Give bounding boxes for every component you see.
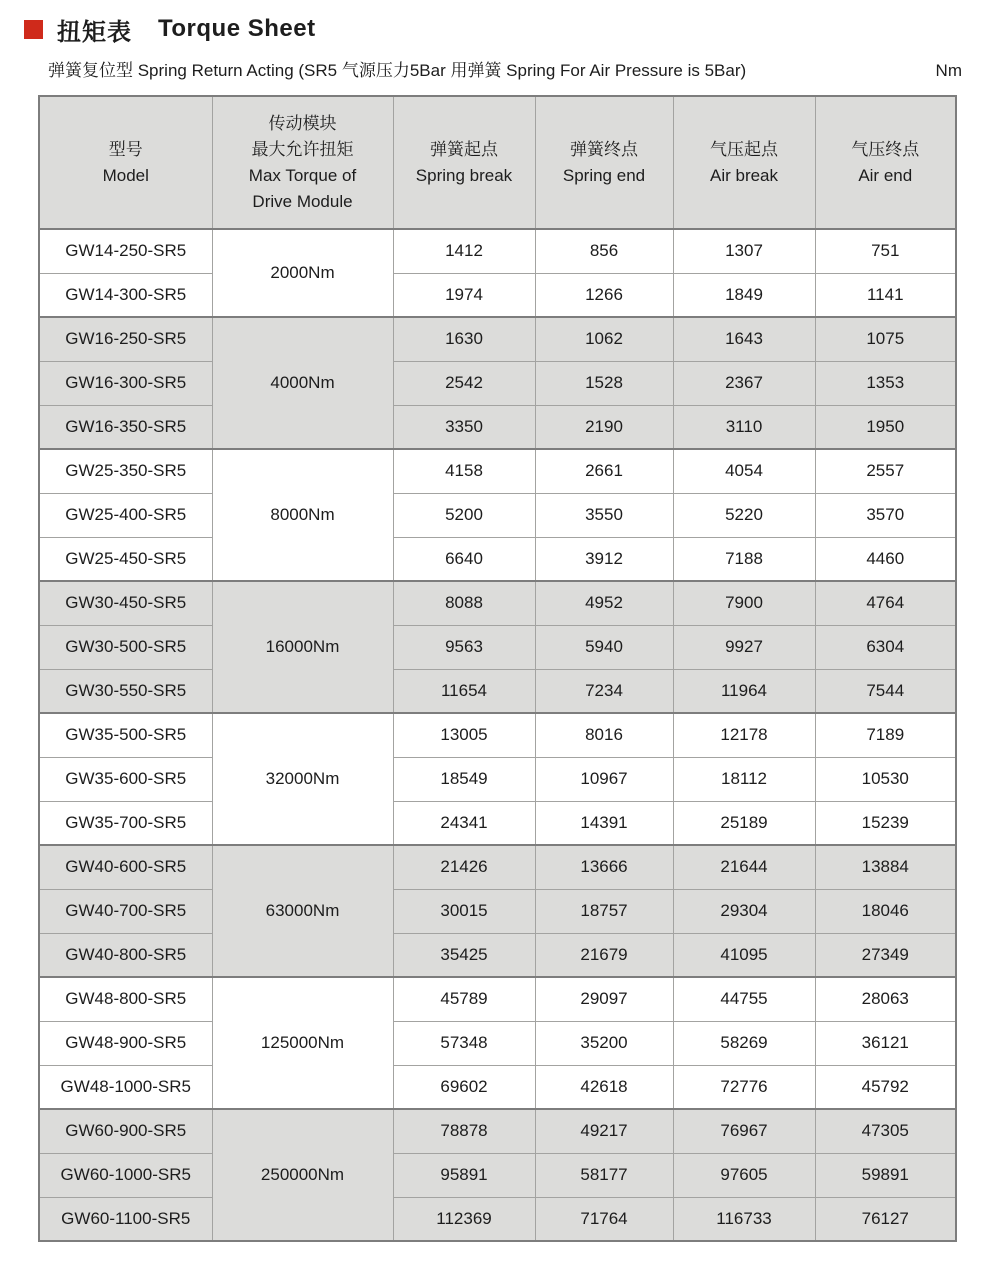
- col-header-max-torque: [212, 96, 393, 229]
- spring-break-cell: 24341: [393, 801, 535, 845]
- air-break-cell: 1643: [673, 317, 815, 361]
- table-row: [39, 537, 956, 581]
- air-break-cell: 58269: [673, 1021, 815, 1065]
- air-break-cell: 3110: [673, 405, 815, 449]
- table-row: [39, 581, 956, 625]
- air-end-cell: 13884: [815, 845, 956, 889]
- spring-break-cell: 13005: [393, 713, 535, 757]
- spring-end-cell: 8016: [535, 713, 673, 757]
- air-end-cell: 7544: [815, 669, 956, 713]
- model-cell: GW16-350-SR5: [39, 405, 212, 449]
- air-end-cell: 45792: [815, 1065, 956, 1109]
- air-end-cell: 18046: [815, 889, 956, 933]
- spring-end-cell: 1266: [535, 273, 673, 317]
- spring-break-cell: 6640: [393, 537, 535, 581]
- model-cell: GW60-1000-SR5: [39, 1153, 212, 1197]
- spring-end-cell: 5940: [535, 625, 673, 669]
- table-row: [39, 1153, 956, 1197]
- table-row: [39, 801, 956, 845]
- air-break-cell: 21644: [673, 845, 815, 889]
- table-row: [39, 229, 956, 273]
- air-break-cell: 97605: [673, 1153, 815, 1197]
- col-header-line: Air break: [709, 165, 779, 185]
- table-row: [39, 405, 956, 449]
- air-break-cell: 9927: [673, 625, 815, 669]
- model-cell: GW16-300-SR5: [39, 361, 212, 405]
- air-break-cell: 1849: [673, 273, 815, 317]
- air-break-cell: 29304: [673, 889, 815, 933]
- model-cell: GW48-900-SR5: [39, 1021, 212, 1065]
- model-cell: GW40-600-SR5: [39, 845, 212, 889]
- subtitle-row: [48, 56, 964, 81]
- table-row: [39, 273, 956, 317]
- col-header-line: Drive Module: [252, 191, 353, 211]
- air-break-cell: 7188: [673, 537, 815, 581]
- spring-break-cell: 8088: [393, 581, 535, 625]
- air-end-cell: 15239: [815, 801, 956, 845]
- col-header-line: Model: [102, 165, 149, 185]
- model-cell: GW14-300-SR5: [39, 273, 212, 317]
- model-cell: GW16-250-SR5: [39, 317, 212, 361]
- model-cell: GW30-550-SR5: [39, 669, 212, 713]
- spring-break-cell: 3350: [393, 405, 535, 449]
- model-cell: GW30-450-SR5: [39, 581, 212, 625]
- air-break-cell: 72776: [673, 1065, 815, 1109]
- model-cell: GW30-500-SR5: [39, 625, 212, 669]
- model-cell: GW35-700-SR5: [39, 801, 212, 845]
- spring-end-cell: 2661: [535, 449, 673, 493]
- model-cell: GW25-350-SR5: [39, 449, 212, 493]
- unit-label: Nm: [935, 61, 962, 80]
- spring-break-cell: 1630: [393, 317, 535, 361]
- model-cell: GW60-1100-SR5: [39, 1197, 212, 1241]
- col-header-air-end: [815, 96, 956, 229]
- table-row: [39, 1021, 956, 1065]
- model-cell: GW25-400-SR5: [39, 493, 212, 537]
- air-break-cell: 11964: [673, 669, 815, 713]
- spring-break-cell: 78878: [393, 1109, 535, 1153]
- page-header: [0, 0, 1000, 81]
- spring-end-cell: 14391: [535, 801, 673, 845]
- spring-end-cell: 49217: [535, 1109, 673, 1153]
- air-break-cell: 41095: [673, 933, 815, 977]
- air-end-cell: 2557: [815, 449, 956, 493]
- col-header-line: Spring break: [415, 165, 513, 185]
- spring-end-cell: 18757: [535, 889, 673, 933]
- spring-break-cell: 1974: [393, 273, 535, 317]
- table-row: [39, 713, 956, 757]
- air-break-cell: 4054: [673, 449, 815, 493]
- air-end-cell: 1353: [815, 361, 956, 405]
- air-end-cell: 10530: [815, 757, 956, 801]
- col-header-line: 弹簧起点: [430, 139, 498, 159]
- spring-break-cell: 30015: [393, 889, 535, 933]
- model-cell: GW35-600-SR5: [39, 757, 212, 801]
- col-header-line: 传动模块: [268, 113, 337, 133]
- col-header-spring-break: [393, 96, 535, 229]
- col-header-line: 弹簧终点: [570, 139, 638, 159]
- spring-end-cell: 42618: [535, 1065, 673, 1109]
- spring-end-cell: 71764: [535, 1197, 673, 1241]
- col-header-spring-end: [535, 96, 673, 229]
- table-row: [39, 977, 956, 1021]
- air-end-cell: 28063: [815, 977, 956, 1021]
- subtitle: 弹簧复位型 Spring Return Acting (SR5 气源压力5Bar 用弹簧 Spring For Air Pressure is 5Bar): [48, 61, 747, 80]
- max-torque-cell: 63000Nm: [212, 845, 393, 977]
- air-break-cell: 2367: [673, 361, 815, 405]
- max-torque-cell: 32000Nm: [212, 713, 393, 845]
- table-row: [39, 449, 956, 493]
- col-header-line: 气压终点: [851, 139, 920, 159]
- title-en: Torque Sheet: [158, 15, 316, 42]
- spring-end-cell: 29097: [535, 977, 673, 1021]
- air-end-cell: 76127: [815, 1197, 956, 1241]
- spring-end-cell: 856: [535, 229, 673, 273]
- table-row: [39, 317, 956, 361]
- model-cell: GW48-1000-SR5: [39, 1065, 212, 1109]
- table-row: [39, 625, 956, 669]
- col-header-line: 最大允许扭矩: [251, 139, 354, 159]
- spring-end-cell: 3550: [535, 493, 673, 537]
- red-square-icon: [24, 20, 43, 39]
- air-end-cell: 751: [815, 229, 956, 273]
- table-row: [39, 933, 956, 977]
- max-torque-cell: 4000Nm: [212, 317, 393, 449]
- air-break-cell: 7900: [673, 581, 815, 625]
- spring-end-cell: 2190: [535, 405, 673, 449]
- spring-break-cell: 1412: [393, 229, 535, 273]
- air-break-cell: 18112: [673, 757, 815, 801]
- page-title: [24, 14, 1000, 44]
- spring-break-cell: 5200: [393, 493, 535, 537]
- spring-break-cell: 45789: [393, 977, 535, 1021]
- table-row: [39, 889, 956, 933]
- title-zh: 扭矩表: [57, 18, 132, 46]
- spring-end-cell: 10967: [535, 757, 673, 801]
- spring-end-cell: 3912: [535, 537, 673, 581]
- air-break-cell: 25189: [673, 801, 815, 845]
- spring-end-cell: 58177: [535, 1153, 673, 1197]
- model-cell: GW40-800-SR5: [39, 933, 212, 977]
- max-torque-cell: 125000Nm: [212, 977, 393, 1109]
- spring-break-cell: 2542: [393, 361, 535, 405]
- model-cell: GW60-900-SR5: [39, 1109, 212, 1153]
- air-end-cell: 36121: [815, 1021, 956, 1065]
- spring-break-cell: 9563: [393, 625, 535, 669]
- max-torque-cell: 2000Nm: [212, 229, 393, 317]
- col-header-air-break: [673, 96, 815, 229]
- col-header-line: 气压起点: [710, 139, 778, 159]
- spring-end-cell: 13666: [535, 845, 673, 889]
- table-row: [39, 1109, 956, 1153]
- max-torque-cell: 16000Nm: [212, 581, 393, 713]
- spring-break-cell: 11654: [393, 669, 535, 713]
- air-end-cell: 1950: [815, 405, 956, 449]
- col-header-line: Max Torque of: [248, 165, 357, 185]
- spring-break-cell: 35425: [393, 933, 535, 977]
- col-header-line: Air end: [858, 165, 913, 185]
- air-end-cell: 4460: [815, 537, 956, 581]
- air-end-cell: 1141: [815, 273, 956, 317]
- spring-break-cell: 112369: [393, 1197, 535, 1241]
- spring-end-cell: 21679: [535, 933, 673, 977]
- spring-end-cell: 4952: [535, 581, 673, 625]
- air-end-cell: 47305: [815, 1109, 956, 1153]
- table-row: [39, 361, 956, 405]
- col-header-line: 型号: [108, 139, 143, 159]
- air-end-cell: 27349: [815, 933, 956, 977]
- air-end-cell: 6304: [815, 625, 956, 669]
- table-row: [39, 493, 956, 537]
- col-header-model: [39, 96, 212, 229]
- spring-break-cell: 18549: [393, 757, 535, 801]
- spring-end-cell: 35200: [535, 1021, 673, 1065]
- spring-break-cell: 95891: [393, 1153, 535, 1197]
- table-row: [39, 1197, 956, 1241]
- air-end-cell: 7189: [815, 713, 956, 757]
- torque-table: [38, 95, 957, 1242]
- spring-break-cell: 4158: [393, 449, 535, 493]
- spring-end-cell: 1528: [535, 361, 673, 405]
- air-end-cell: 59891: [815, 1153, 956, 1197]
- max-torque-cell: 8000Nm: [212, 449, 393, 581]
- model-cell: GW40-700-SR5: [39, 889, 212, 933]
- table-row: [39, 1065, 956, 1109]
- max-torque-cell: 250000Nm: [212, 1109, 393, 1241]
- air-end-cell: 4764: [815, 581, 956, 625]
- spring-break-cell: 69602: [393, 1065, 535, 1109]
- spring-end-cell: 7234: [535, 669, 673, 713]
- air-end-cell: 1075: [815, 317, 956, 361]
- air-break-cell: 1307: [673, 229, 815, 273]
- spring-break-cell: 57348: [393, 1021, 535, 1065]
- table-header-row: [39, 96, 956, 229]
- spring-break-cell: 21426: [393, 845, 535, 889]
- model-cell: GW25-450-SR5: [39, 537, 212, 581]
- model-cell: GW48-800-SR5: [39, 977, 212, 1021]
- model-cell: GW14-250-SR5: [39, 229, 212, 273]
- air-break-cell: 116733: [673, 1197, 815, 1241]
- air-break-cell: 5220: [673, 493, 815, 537]
- air-end-cell: 3570: [815, 493, 956, 537]
- air-break-cell: 44755: [673, 977, 815, 1021]
- model-cell: GW35-500-SR5: [39, 713, 212, 757]
- spring-end-cell: 1062: [535, 317, 673, 361]
- table-row: [39, 845, 956, 889]
- table-row: [39, 757, 956, 801]
- air-break-cell: 12178: [673, 713, 815, 757]
- table-row: [39, 669, 956, 713]
- col-header-line: Spring end: [562, 165, 646, 185]
- air-break-cell: 76967: [673, 1109, 815, 1153]
